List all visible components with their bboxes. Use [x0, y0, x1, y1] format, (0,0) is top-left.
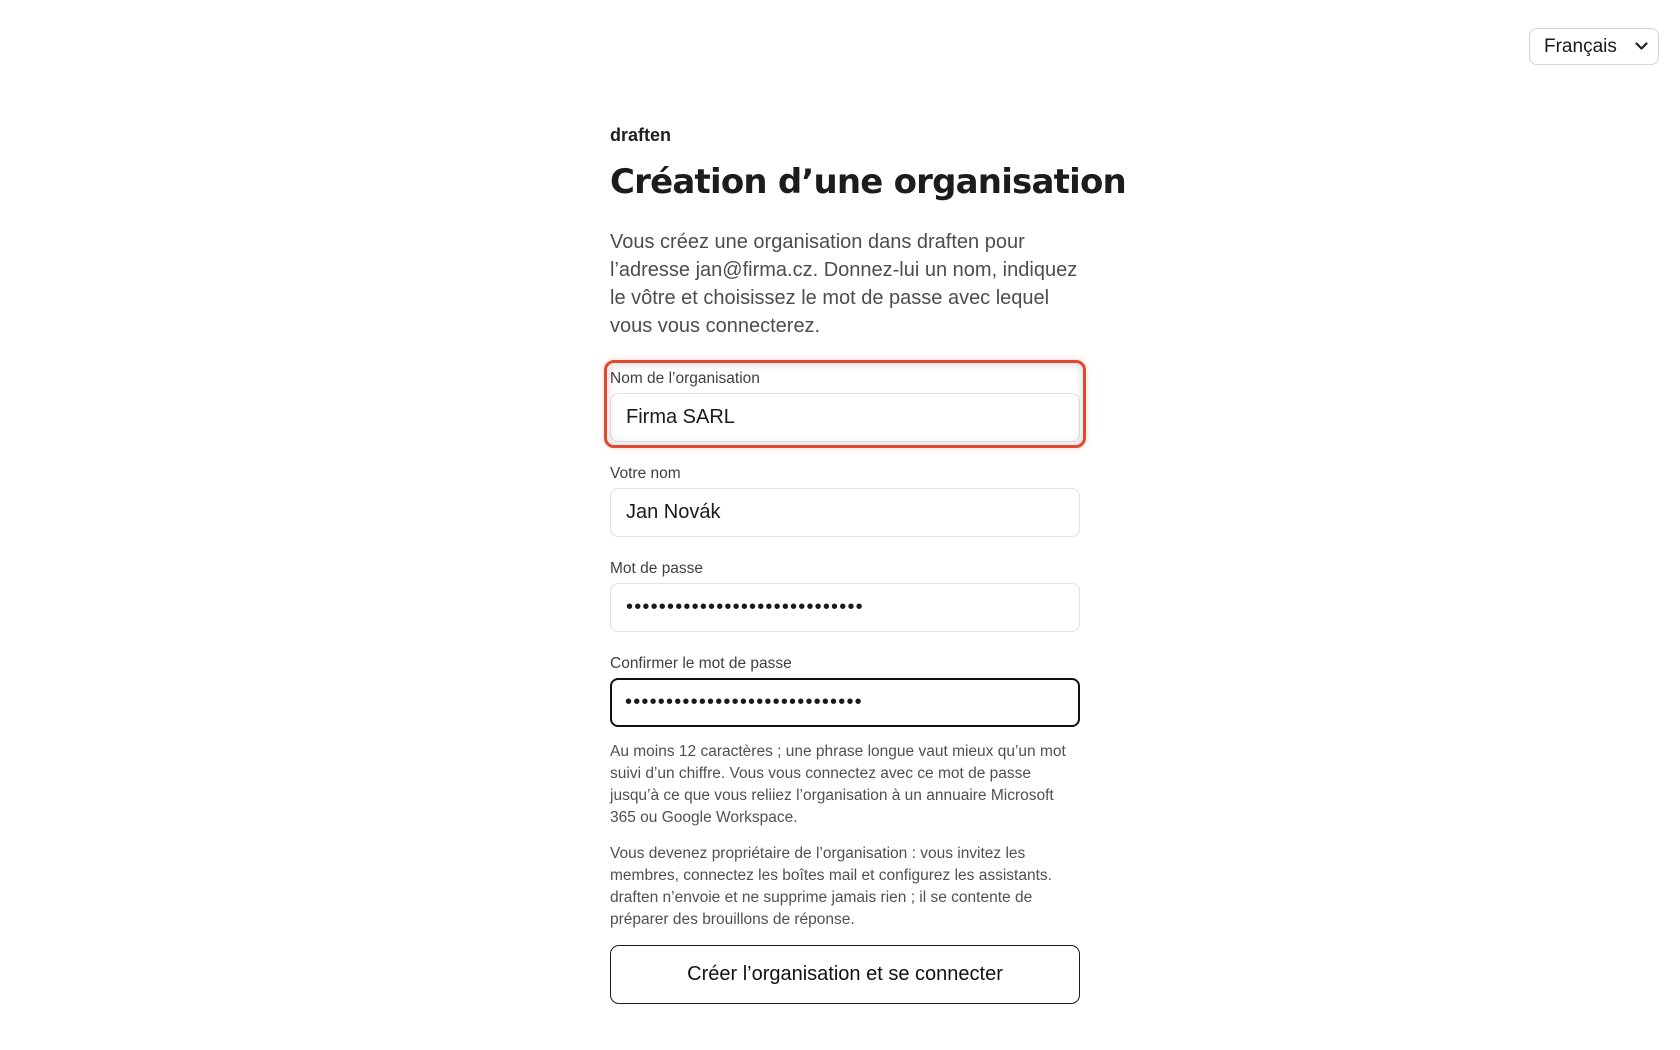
confirm-password-input[interactable]: ••••••••••••••••••••••••••••• — [610, 678, 1080, 727]
language-select[interactable] — [1529, 28, 1659, 65]
your-name-field — [610, 464, 1080, 537]
org-name-input[interactable]: Firma SARL — [610, 393, 1080, 442]
page-title: Création d’une organisation — [610, 162, 1126, 202]
confirm-password-field — [610, 654, 1080, 727]
chevron-down-icon — [1635, 39, 1648, 54]
org-name-field — [610, 369, 1080, 442]
your-name-input[interactable]: Jan Novák — [610, 488, 1080, 537]
language-select-value: Français — [1544, 35, 1617, 57]
confirm-password-label: Confirmer le mot de passe — [610, 655, 792, 672]
brand-name: draften — [610, 125, 672, 145]
signup-form — [610, 120, 1126, 1004]
password-input[interactable]: ••••••••••••••••••••••••••••• — [610, 583, 1080, 632]
intro-text: Vous créez une organisation dans draften pour l’adresse jan@firma.cz. Donnez-lui un nom, indiquez le vôtre et choisissez le mot de passe avec lequel vous vous connecterez. — [610, 231, 1078, 337]
password-field — [610, 559, 1080, 632]
password-hint: Au moins 12 caractères ; une phrase longue vaut mieux qu’un mot suivi d’un chiffre. Vous vous connectez avec ce mot de passe jusqu’à ce que vous reliiez l’organisation à un annuaire Microsoft 365 ou Google Workspace. — [610, 743, 1066, 826]
password-label: Mot de passe — [610, 560, 704, 577]
owner-note: Vous devenez propriétaire de l’organisation : vous invitez les membres, connectez les boîtes mail et configurez les assistants. draften n’envoie et ne supprime jamais rien ; il se contente de préparer des brouillons de réponse. — [610, 845, 1052, 928]
create-organization-button[interactable]: Créer l’organisation et se connecter — [610, 945, 1080, 1004]
your-name-label: Votre nom — [610, 465, 681, 482]
org-name-label: Nom de l’organisation — [610, 370, 760, 387]
